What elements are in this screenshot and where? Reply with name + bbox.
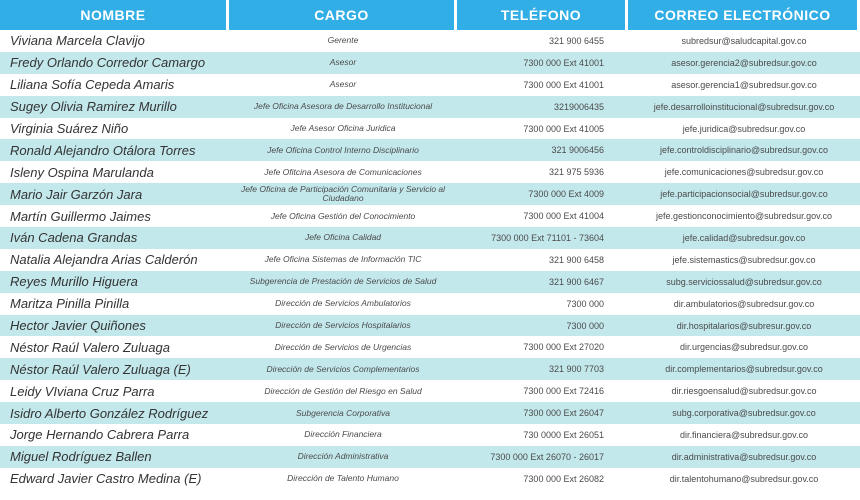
phone-cell: 7300 000 Ext 41001 (457, 52, 628, 74)
name-cell: Ronald Alejandro Otálora Torres (0, 139, 229, 161)
role-cell: Jefe Oficina Asesora de Desarrollo Institucional (229, 96, 457, 118)
phone-cell: 7300 000 Ext 71101 - 73604 (457, 227, 628, 249)
phone-cell: 7300 000 Ext 41004 (523, 211, 604, 222)
phone-cell: 7300 000 (566, 298, 604, 309)
email-cell[interactable]: jefe.participacionsocial@subredsur.gov.co (628, 183, 860, 205)
role-cell: Subgerencia de Prestación de Servicios de Salud (229, 271, 457, 293)
phone-cell: 7300 000 (457, 315, 628, 337)
phone-cell: 321 9006456 (457, 139, 628, 161)
email-cell[interactable]: dir.hospitalarios@subresur.gov.co (628, 315, 860, 337)
phone-cell: 321 900 7703 (457, 358, 628, 380)
name-cell: Maritza Pinilla Pinilla (10, 296, 130, 312)
phone-cell: 7300 000 Ext 27020 (523, 342, 604, 353)
role-cell: Dirección de Servicios Complementarios (229, 358, 457, 380)
email-cell[interactable]: asesor.gerencia2@subredsur.gov.co (628, 52, 860, 74)
email-cell[interactable]: dir.financiera@subredsur.gov.co (679, 429, 809, 440)
phone-cell: 7300 000 Ext 41001 (523, 79, 604, 90)
name-cell: Natalia Alejandra Arias Calderón (10, 252, 198, 268)
email-cell[interactable]: jefe.sistemastics@subredsur.gov.co (672, 254, 816, 265)
role-cell: Dirección Administrativa (229, 446, 457, 468)
phone-cell: 7300 000 Ext 4009 (457, 183, 628, 205)
email-cell[interactable]: subg.serviciossalud@subredsur.gov.co (628, 271, 860, 293)
email-cell[interactable]: subredsur@saludcapital.gov.co (681, 35, 807, 46)
phone-cell: 7300 000 Ext 72416 (523, 386, 604, 397)
name-cell: Fredy Orlando Corredor Camargo (0, 52, 229, 74)
role-cell: Jefe Oficina Control Interno Disciplinario (229, 139, 457, 161)
email-cell[interactable]: dir.urgencias@subredsur.gov.co (679, 342, 809, 353)
role-cell: Jefe Oficina Gestión del Conocimiento (270, 210, 416, 221)
email-cell[interactable]: dir.talentohumano@subredsur.gov.co (669, 473, 819, 484)
name-cell: Liliana Sofía Cepeda Amaris (10, 77, 175, 93)
name-cell: Néstor Raúl Valero Zuluaga (E) (0, 358, 229, 380)
phone-cell: 321 900 6467 (457, 271, 628, 293)
role-cell: Asesor (329, 79, 357, 90)
email-cell[interactable]: jefe.controldisciplinario@subredsur.gov.co (628, 139, 860, 161)
email-cell[interactable]: subg.corporativa@subredsur.gov.co (628, 402, 860, 424)
role-cell: Dirección de Servicios Ambulatorios (275, 298, 411, 309)
phone-cell: 3219006435 (457, 96, 628, 118)
role-cell: Gerente (327, 35, 359, 46)
name-cell: Martín Guillermo Jaimes (10, 208, 151, 224)
phone-cell: 7300 000 Ext 26082 (523, 473, 604, 484)
name-cell: Iván Cadena Grandas (0, 227, 229, 249)
phone-cell: 321 975 5936 (548, 167, 604, 178)
role-cell: Dirección de Talento Humano (287, 473, 399, 484)
role-cell: Jefe Oficina Sistemas de Información TIC (264, 254, 422, 265)
name-cell: Edward Javier Castro Medina (E) (10, 471, 202, 487)
phone-cell: 321 900 6458 (548, 254, 604, 265)
name-cell: Néstor Raúl Valero Zuluaga (10, 339, 170, 355)
phone-cell: 7300 000 Ext 26047 (457, 402, 628, 424)
email-cell[interactable]: jefe.gestionconocimiento@subredsur.gov.co (655, 211, 833, 222)
role-cell: Asesor (229, 52, 457, 74)
role-cell: Jefe Ofitcina Asesora de Comunicaciones (264, 166, 422, 177)
role-cell: Jefe Oficina de Participación Comunitaria y Servicio al Ciudadano (229, 183, 457, 205)
name-cell: Jorge Hernando Cabrera Parra (10, 427, 190, 443)
header-email: CORREO ELECTRÓNICO (628, 0, 860, 30)
email-cell[interactable]: dir.administrativa@subredsur.gov.co (628, 446, 860, 468)
role-cell: Dirección de Servicios de Urgencias (274, 341, 412, 352)
role-cell: Jefe Oficina Calidad (229, 227, 457, 249)
name-cell: Isidro Alberto González Rodríguez (0, 402, 229, 424)
role-cell: Dirección de Gestión del Riesgo en Salud (264, 385, 422, 396)
email-cell[interactable]: asesor.gerencia1@subredsur.gov.co (671, 79, 817, 90)
email-cell[interactable]: dir.riesgoensalud@subredsur.gov.co (671, 386, 817, 397)
email-cell[interactable]: dir.ambulatorios@subredsur.gov.co (673, 298, 815, 309)
role-cell: Dirección Financiera (304, 429, 382, 440)
name-cell: Leidy VIviana Cruz Parra (10, 383, 155, 399)
email-cell[interactable]: dir.complementarios@subredsur.gov.co (628, 358, 860, 380)
name-cell: Isleny Ospina Marulanda (10, 164, 154, 180)
header-role: CARGO (229, 0, 457, 30)
name-cell: Sugey Olivia Ramirez Murillo (0, 96, 229, 118)
phone-cell: 321 900 6455 (548, 35, 604, 46)
role-cell: Subgerencia Corporativa (229, 402, 457, 424)
email-cell[interactable]: jefe.comunicaciones@subredsur.gov.co (664, 167, 824, 178)
name-cell: Reyes Murillo Higuera (0, 271, 229, 293)
phone-cell: 7300 000 Ext 41005 (523, 123, 604, 134)
phone-cell: 7300 000 Ext 26070 - 26017 (457, 446, 628, 468)
name-cell: Virginia Suárez Niño (10, 121, 129, 136)
header-name: NOMBRE (0, 0, 229, 30)
email-cell[interactable]: jefe.calidad@subredsur.gov.co (628, 227, 860, 249)
header-phone: TELÉFONO (457, 0, 628, 30)
role-cell: Dirección de Servicios Hospitalarios (229, 315, 457, 337)
name-cell: Mario Jair Garzón Jara (0, 183, 229, 205)
role-cell: Jefe Asesor Oficina Juridica (290, 123, 396, 133)
email-cell[interactable]: jefe.juridica@subredsur.gov.co (682, 123, 806, 134)
name-cell: Miguel Rodríguez Ballen (0, 446, 229, 468)
name-cell: Hector Javier Quiñones (0, 315, 229, 337)
phone-cell: 730 0000 Ext 26051 (523, 429, 604, 440)
name-cell: Viviana Marcela Clavijo (10, 33, 145, 49)
email-cell[interactable]: jefe.desarrolloinstitucional@subredsur.gov.co (628, 96, 860, 118)
